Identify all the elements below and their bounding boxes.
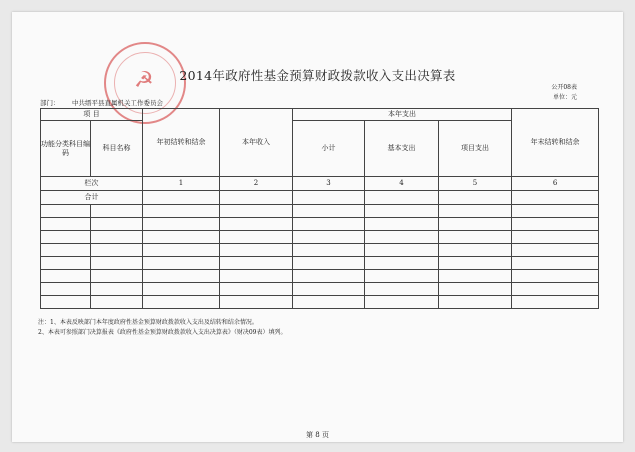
row-label: 栏次 xyxy=(41,177,143,191)
col-number: 6 xyxy=(512,177,599,191)
budget-table xyxy=(40,108,599,309)
header-expense: 本年支出 xyxy=(293,109,512,121)
header-begin-balance: 年初结转和结余 xyxy=(143,109,220,177)
table-row xyxy=(41,205,599,218)
header-end-balance: 年末结转和结余 xyxy=(512,109,599,177)
table-row xyxy=(41,283,599,296)
header-project: 项目支出 xyxy=(439,121,512,177)
total-row xyxy=(41,191,599,205)
header-subject-name: 科目名称 xyxy=(91,121,143,177)
col-number: 4 xyxy=(365,177,439,191)
party-emblem-icon: ☭ xyxy=(134,68,154,93)
footnote-2: 2、本表可参照部门决算报表《政府性基金预算财政拨款收入支出决算表》（财决09表）填列。 xyxy=(38,329,287,336)
department-name: 中共缙平县直属机关工作委员会 xyxy=(72,99,163,107)
header-subtotal: 小计 xyxy=(293,121,365,177)
table-row xyxy=(41,270,599,283)
document-page xyxy=(12,12,623,442)
table-row xyxy=(41,257,599,270)
department-label: 部门： xyxy=(40,99,60,107)
col-number: 2 xyxy=(220,177,293,191)
footnote-1: 注：1、本表反映部门本年度政府性基金预算财政拨款收入支出及结转和结余情况。 xyxy=(38,319,258,326)
page-title: 2014年政府性基金预算财政拨款收入支出决算表 xyxy=(179,68,456,83)
page-number: 第 8 页 xyxy=(306,431,329,439)
table-row xyxy=(41,244,599,257)
table-row xyxy=(41,218,599,231)
col-number: 1 xyxy=(143,177,220,191)
form-code: 公开08表 xyxy=(551,84,577,91)
header-basic: 基本支出 xyxy=(365,121,439,177)
col-number: 3 xyxy=(293,177,365,191)
column-number-row xyxy=(41,177,599,191)
table-row xyxy=(41,231,599,244)
table-row xyxy=(41,296,599,309)
unit-label: 单位：元 xyxy=(552,94,577,101)
header-income: 本年收入 xyxy=(220,109,293,177)
footnotes xyxy=(38,318,286,338)
total-label: 合计 xyxy=(41,191,143,205)
col-number: 5 xyxy=(439,177,512,191)
header-item: 项 目 xyxy=(41,109,143,121)
header-func-code: 功能分类科目编码 xyxy=(41,121,91,177)
